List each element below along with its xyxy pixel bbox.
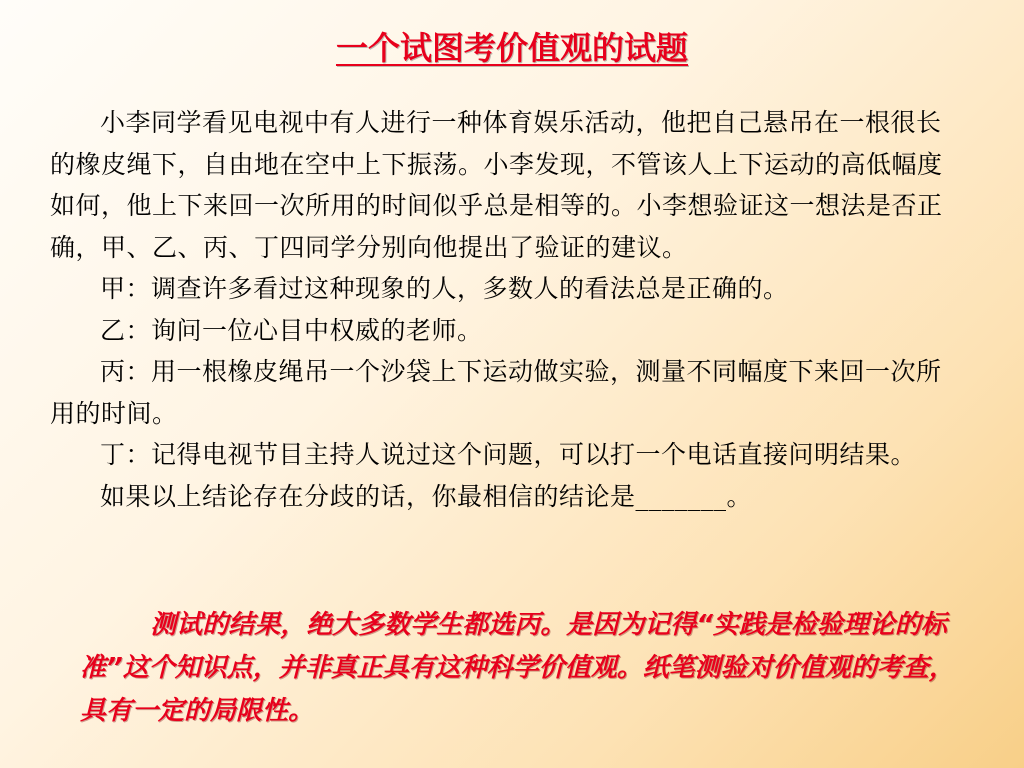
question-body: [50, 102, 965, 517]
option-bing: 丙：用一根橡皮绳吊一个沙袋上下运动做实验，测量不同幅度下来回一次所用的时间。: [50, 357, 942, 428]
conclusion-text: 测试的结果，绝大多数学生都选丙。是因为记得“实践是检验理论的标准”这个知识点，并非真正具有这种科学价值观。纸笔测验对价值观的考查，具有一定的局限性。: [80, 610, 955, 726]
option-yi: 乙：询问一位心目中权威的老师。: [100, 315, 483, 345]
slide-title: 一个试图考价值观的试题: [335, 29, 688, 67]
question-stem: 小李同学看见电视中有人进行一种体育娱乐活动，他把自己悬吊在一根很长的橡皮绳下，自由地在空中上下振荡。小李发现，不管该人上下运动的高低幅度如何，他上下来回一次所用的时间似乎总是相等的。小李想验证这一想法是否正确，甲、乙、丙、丁四同学分别向他提出了验证的建议。: [50, 108, 943, 262]
option-ding: 丁：记得电视节目主持人说过这个问题，可以打一个电话直接问明结果。: [100, 440, 917, 469]
option-jia: 甲：调查许多看过这种现象的人，多数人的看法总是正确的。: [100, 274, 789, 303]
question-prompt: 如果以上结论存在分歧的话，你最相信的结论是_______。: [100, 481, 753, 511]
